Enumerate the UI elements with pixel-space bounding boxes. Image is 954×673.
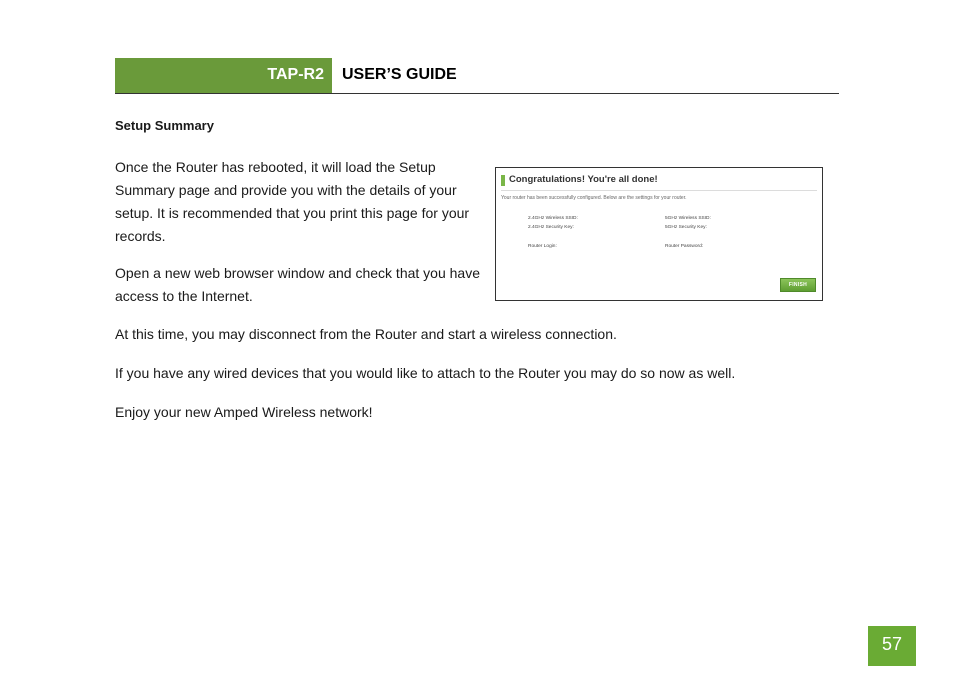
paragraph-internet: Open a new web browser window and check that you have access to the Internet.	[115, 265, 480, 304]
screenshot-divider	[501, 190, 817, 191]
product-name: TAP-R2	[267, 66, 324, 83]
page-number-badge	[868, 626, 916, 666]
section-title: Setup Summary	[115, 118, 214, 133]
field-router-login: Router Login:	[528, 244, 557, 249]
guide-title: USER’S GUIDE	[342, 66, 457, 83]
field-router-password: Router Password:	[665, 244, 704, 249]
field-5ghz-key: 5GHz Security Key:	[665, 225, 707, 230]
setup-summary-screenshot	[495, 167, 823, 301]
screenshot-subtext: Your router has been successfully configured. Below are the settings for your router.	[501, 195, 687, 201]
paragraph-wired: If you have any wired devices that you would like to attach to the Router you may do so now as well.	[115, 365, 736, 381]
header-divider	[115, 93, 839, 94]
paragraph-reboot: Once the Router has rebooted, it will load the Setup Summary page and provide you with the details of your setup. It is recommended that you print this page for your records.	[115, 159, 470, 244]
paragraph-disconnect: At this time, you may disconnect from the Router and start a wireless connection.	[115, 326, 617, 342]
field-5ghz-ssid: 5GHz Wireless SSID:	[665, 216, 711, 221]
field-24ghz-key: 2.4GHz Security Key:	[528, 225, 574, 230]
paragraph-enjoy: Enjoy your new Amped Wireless network!	[115, 404, 373, 420]
field-24ghz-ssid: 2.4GHz Wireless SSID:	[528, 216, 578, 221]
heading-accent-bar	[501, 175, 505, 186]
screenshot-heading: Congratulations! You're all done!	[509, 174, 658, 185]
header-product-bar	[115, 58, 332, 93]
page-number: 57	[881, 634, 903, 654]
finish-button[interactable]: FINISH	[780, 278, 816, 292]
